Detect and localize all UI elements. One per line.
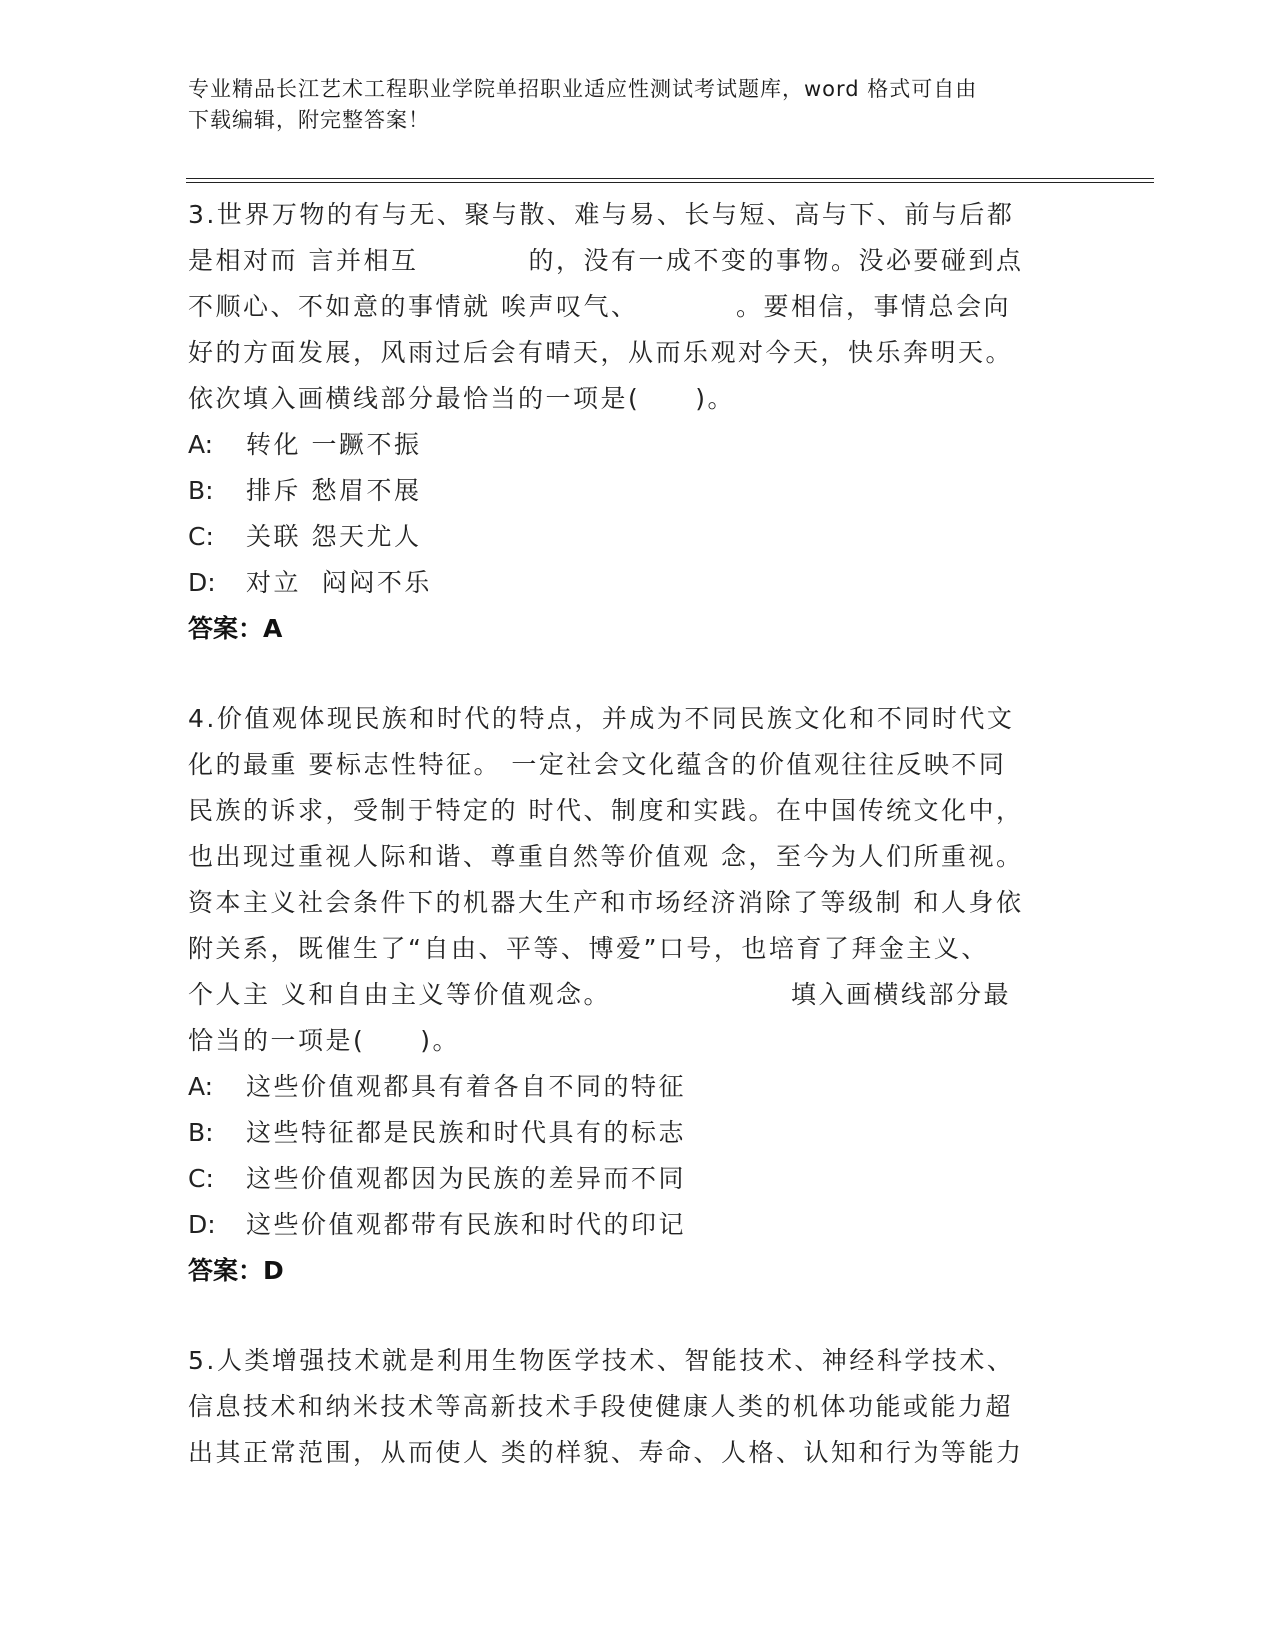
question-4-option-b (188, 1110, 1088, 1156)
question-3-line-4: 好的方面发展，风雨过后会有晴天，从而乐观对今天，快乐奔明天。 (188, 338, 1014, 367)
header-line-1: 专业精品长江艺术工程职业学院单招职业适应性测试考试题库，word 格式可自由 (188, 77, 978, 101)
question-4-option-d (188, 1202, 1088, 1248)
question-5-line-1: 5.人类增强技术就是利用生物医学技术、智能技术、神经科学技术、 (188, 1346, 1015, 1375)
question-3-option-a (188, 422, 1088, 468)
option-text: 关联 怨天尤人 (246, 522, 422, 551)
question-3-line-2: 是相对而 言并相互 的，没有一成不变的事物。没必要碰到点 (188, 246, 1024, 275)
option-text: 转化 一蹶不振 (246, 430, 422, 459)
option-text: 排斥 愁眉不展 (246, 476, 422, 505)
option-text: 这些价值观都带有民族和时代的印记 (246, 1210, 687, 1239)
question-4-line-1: 4.价值观体现民族和时代的特点，并成为不同民族文化和不同时代文 (188, 704, 1015, 733)
question-list (188, 192, 1088, 1476)
question-4-line-3: 民族的诉求，受制于特定的 时代、制度和实践。在中国传统文化中， (188, 796, 1024, 825)
question-3-answer: 答案：A (188, 614, 283, 643)
option-key: A: (188, 430, 214, 459)
option-key: C: (188, 522, 214, 551)
question-3-option-d (188, 560, 1088, 606)
question-spacer (188, 1294, 1088, 1338)
question-3 (188, 192, 1088, 652)
option-text: 这些特征都是民族和时代具有的标志 (246, 1118, 687, 1147)
question-4-line-7: 个人主 义和自由主义等价值观念。 填入画横线部分最 (188, 980, 1011, 1009)
question-3-line-1: 3.世界万物的有与无、聚与散、难与易、长与短、高与下、前与后都 (188, 200, 1015, 229)
question-3-line-5: 依次填入画横线部分最恰当的一项是( )。 (188, 384, 736, 413)
option-text: 对立 闷闷不乐 (246, 568, 432, 597)
question-5 (188, 1338, 1088, 1476)
question-4-line-8: 恰当的一项是( )。 (188, 1026, 461, 1055)
question-3-option-c (188, 514, 1088, 560)
option-key: C: (188, 1164, 214, 1193)
option-key: D: (188, 1210, 216, 1239)
question-4 (188, 696, 1088, 1294)
question-4-option-c (188, 1156, 1088, 1202)
option-key: A: (188, 1072, 214, 1101)
header-divider-bottom (186, 182, 1154, 183)
question-4-option-a (188, 1064, 1088, 1110)
option-key: D: (188, 568, 216, 597)
question-4-line-6: 附关系，既催生了“自由、平等、博爱”口号，也培育了拜金主义、 (188, 934, 989, 963)
document-header (188, 74, 1088, 136)
option-key: B: (188, 1118, 214, 1147)
question-3-option-b (188, 468, 1088, 514)
question-4-line-5: 资本主义社会条件下的机器大生产和市场经济消除了等级制 和人身依 (188, 888, 1024, 917)
question-5-line-3: 出其正常范围，从而使人 类的样貌、寿命、人格、认知和行为等能力 (188, 1438, 1024, 1467)
question-5-line-2: 信息技术和纳米技术等高新技术手段使健康人类的机体功能或能力超 (188, 1392, 1014, 1421)
header-divider-top (186, 178, 1154, 179)
option-key: B: (188, 476, 214, 505)
header-line-2: 下载编辑，附完整答案！ (188, 108, 430, 132)
question-4-answer: 答案：D (188, 1256, 284, 1285)
question-3-line-3: 不顺心、不如意的事情就 唉声叹气、 。要相信，事情总会向 (188, 292, 1011, 321)
question-4-line-2: 化的最重 要标志性特征。 一定社会文化蕴含的价值观往往反映不同 (188, 750, 1007, 779)
option-text: 这些价值观都因为民族的差异而不同 (246, 1164, 687, 1193)
question-4-line-4: 也出现过重视人际和谐、尊重自然等价值观 念，至今为人们所重视。 (188, 842, 1024, 871)
question-spacer (188, 652, 1088, 696)
option-text: 这些价值观都具有着各自不同的特征 (246, 1072, 687, 1101)
